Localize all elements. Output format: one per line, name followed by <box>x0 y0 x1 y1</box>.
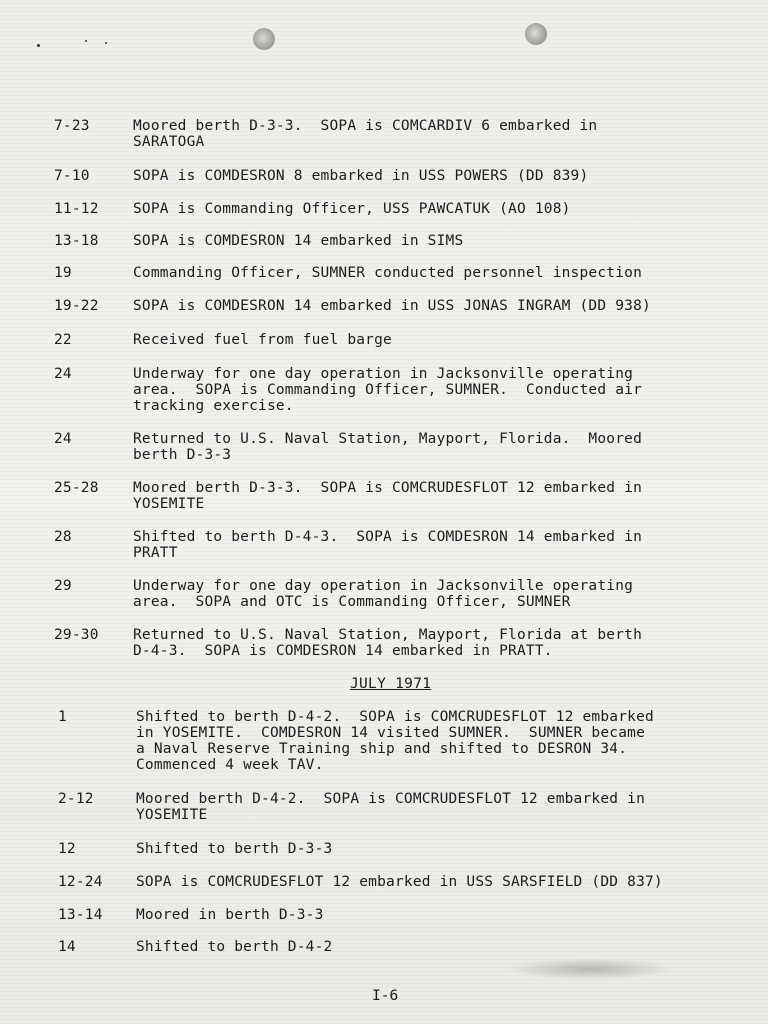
entry-date: 2-12 <box>58 791 94 807</box>
scan-smudge <box>505 958 675 980</box>
entry-text: Shifted to berth D-4-3. SOPA is COMDESRON 14 embarked in PRATT <box>133 529 642 561</box>
entry-text: Returned to U.S. Naval Station, Mayport, Florida at berth D-4-3. SOPA is COMDESRON 14 embarked in PRATT. <box>133 627 642 659</box>
entry-date: 22 <box>54 332 72 348</box>
entry-text: SOPA is COMDESRON 8 embarked in USS POWERS (DD 839) <box>133 168 589 184</box>
entry-text: SOPA is COMDESRON 14 embarked in USS JONAS INGRAM (DD 938) <box>133 298 651 314</box>
entry-text: Received fuel from fuel barge <box>133 332 392 348</box>
entry-date: 13-18 <box>54 233 99 249</box>
entry-date: 12 <box>58 841 76 857</box>
speck <box>37 44 40 47</box>
entry-date: 29-30 <box>54 627 99 643</box>
section-heading: JULY 1971 <box>350 676 432 692</box>
speck <box>105 42 107 44</box>
entry-text: Moored berth D-3-3. SOPA is COMCRUDESFLOT 12 embarked in YOSEMITE <box>133 480 642 512</box>
punch-hole-left <box>253 28 275 50</box>
entry-text: Shifted to berth D-4-2 <box>136 939 333 955</box>
entry-text: Underway for one day operation in Jacksonville operating area. SOPA and OTC is Commanding Officer, SUMNER <box>133 578 634 610</box>
entry-text: Commanding Officer, SUMNER conducted personnel inspection <box>133 265 642 281</box>
entry-date: 25-28 <box>54 480 99 496</box>
entry-text: Shifted to berth D-4-2. SOPA is COMCRUDESFLOT 12 embarked in YOSEMITE. COMDESRON 14 visited SUMNER. SUMNER became a Naval Reserve Training ship and shifted to DESRON 34. Commenced 4 week TAV. <box>136 709 654 773</box>
entry-date: 1 <box>58 709 67 725</box>
entry-date: 24 <box>54 366 72 382</box>
entry-text: Moored in berth D-3-3 <box>136 907 324 923</box>
entry-date: 12-24 <box>58 874 103 890</box>
entry-text: Shifted to berth D-3-3 <box>136 841 333 857</box>
entry-date: 19-22 <box>54 298 99 314</box>
entry-date: 19 <box>54 265 72 281</box>
entry-date: 7-10 <box>54 168 90 184</box>
entry-text: Moored berth D-4-2. SOPA is COMCRUDESFLOT 12 embarked in YOSEMITE <box>136 791 645 823</box>
entry-date: 14 <box>58 939 76 955</box>
entry-date: 29 <box>54 578 72 594</box>
entry-date: 13-14 <box>58 907 103 923</box>
speck <box>85 40 87 42</box>
entry-date: 11-12 <box>54 201 99 217</box>
page-number: I-6 <box>372 988 399 1004</box>
entry-date: 7-23 <box>54 118 90 134</box>
entry-date: 28 <box>54 529 72 545</box>
entry-date: 24 <box>54 431 72 447</box>
entry-text: Underway for one day operation in Jacksonville operating area. SOPA is Commanding Officer, SUMNER. Conducted air tracking exercise. <box>133 366 642 414</box>
entry-text: Moored berth D-3-3. SOPA is COMCARDIV 6 embarked in SARATOGA <box>133 118 598 150</box>
entry-text: SOPA is COMDESRON 14 embarked in SIMS <box>133 233 464 249</box>
entry-text: SOPA is Commanding Officer, USS PAWCATUK (AO 108) <box>133 201 571 217</box>
entry-text: SOPA is COMCRUDESFLOT 12 embarked in USS SARSFIELD (DD 837) <box>136 874 663 890</box>
entry-text: Returned to U.S. Naval Station, Mayport, Florida. Moored berth D-3-3 <box>133 431 642 463</box>
punch-hole-right <box>525 23 547 45</box>
